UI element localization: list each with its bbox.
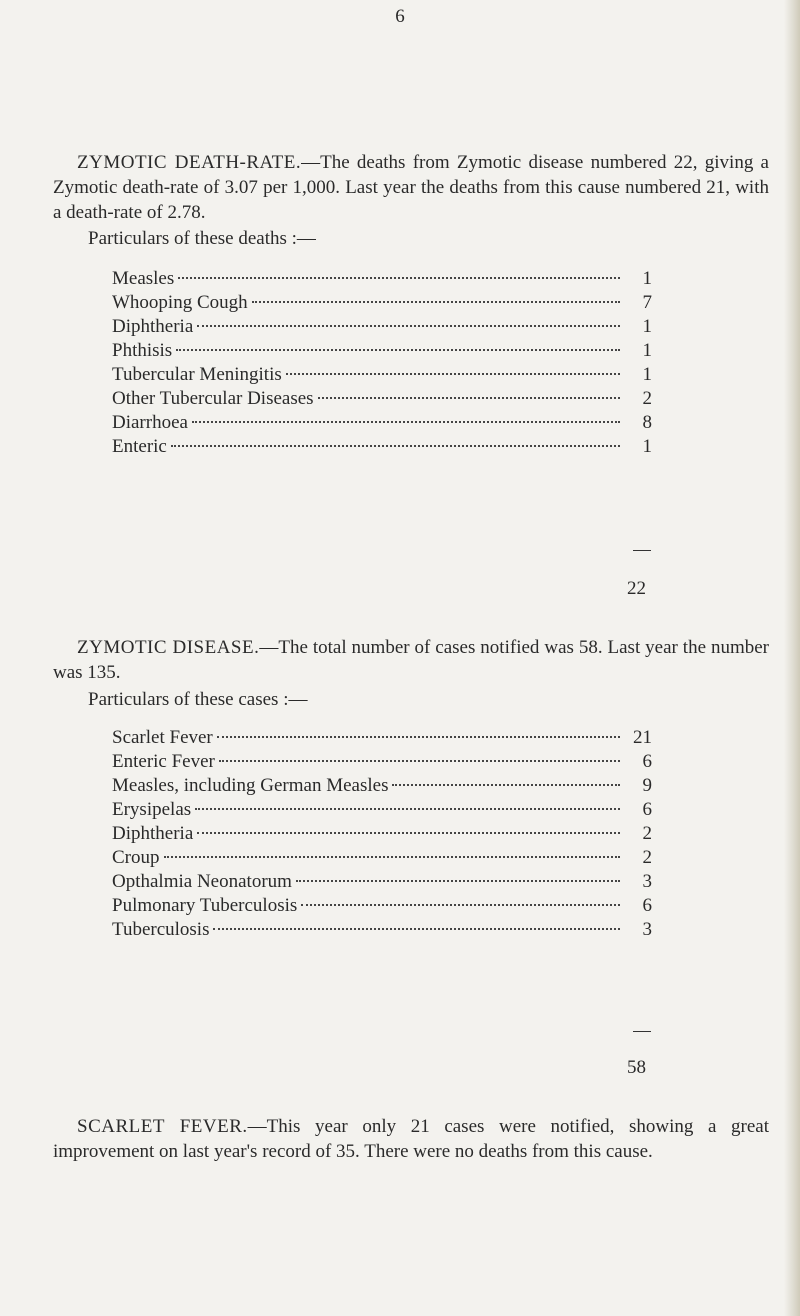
list-item — [112, 774, 652, 798]
deaths-list — [112, 267, 652, 459]
item-value: 1 — [642, 316, 652, 337]
cases-list — [112, 726, 652, 942]
item-label: Pulmonary Tuberculosis — [112, 895, 298, 916]
item-value: 1 — [642, 436, 652, 457]
item-label: Erysipelas — [112, 799, 192, 820]
zymotic-disease-heading: ZYMOTIC DISEASE. — [77, 637, 260, 658]
scarlet-fever-paragraph — [53, 1114, 769, 1164]
item-value: 21 — [633, 727, 652, 748]
leader-dots — [195, 808, 620, 810]
leader-dots — [286, 373, 620, 375]
cases-total: 58 — [627, 1057, 646, 1078]
deaths-total: 22 — [627, 578, 646, 599]
item-label: Measles — [112, 268, 175, 289]
item-value: 2 — [642, 388, 652, 409]
item-value: 1 — [642, 340, 652, 361]
item-label: Phthisis — [112, 340, 173, 361]
list-item — [112, 315, 652, 339]
list-item — [112, 918, 652, 942]
list-item — [112, 822, 652, 846]
item-value: 6 — [642, 895, 652, 916]
scarlet-fever-heading: SCARLET FEVER. — [77, 1116, 248, 1137]
item-value: 3 — [642, 871, 652, 892]
item-value: 6 — [642, 799, 652, 820]
total-rule — [633, 1031, 651, 1032]
leader-dots — [217, 736, 620, 738]
list-item — [112, 411, 652, 435]
list-item — [112, 798, 652, 822]
leader-dots — [164, 856, 621, 858]
page-edge-shadow — [784, 0, 800, 1316]
zymotic-death-rate-paragraph — [53, 150, 769, 225]
leader-dots — [252, 301, 620, 303]
item-value: 6 — [642, 751, 652, 772]
leader-dots — [392, 784, 620, 786]
item-label: Whooping Cough — [112, 292, 248, 313]
item-label: Croup — [112, 847, 160, 868]
item-label: Scarlet Fever — [112, 727, 213, 748]
leader-dots — [213, 928, 620, 930]
item-label: Tubercular Meningitis — [112, 364, 282, 385]
item-value: 9 — [642, 775, 652, 796]
list-item — [112, 387, 652, 411]
item-value: 8 — [642, 412, 652, 433]
leader-dots — [296, 880, 620, 882]
leader-dots — [176, 349, 620, 351]
leader-dots — [197, 325, 620, 327]
list-item — [112, 750, 652, 774]
list-item — [112, 291, 652, 315]
item-value: 1 — [642, 364, 652, 385]
leader-dots — [219, 760, 620, 762]
list-item — [112, 363, 652, 387]
leader-dots — [178, 277, 620, 279]
leader-dots — [318, 397, 620, 399]
scarlet-fever-text: —This year only 21 cases were notified, showing a great improvement on last year's record of 35. There were no deaths from this cause. — [53, 1116, 769, 1162]
item-value: 2 — [642, 847, 652, 868]
leader-dots — [171, 445, 620, 447]
cases-particulars-label: Particulars of these cases :— — [88, 689, 308, 710]
item-label: Diphtheria — [112, 316, 194, 337]
list-item — [112, 435, 652, 459]
zymotic-disease-text: —The total number of cases notified was 58. Last year the number was 135. — [53, 637, 769, 683]
list-item — [112, 267, 652, 291]
list-item — [112, 846, 652, 870]
item-value: 7 — [642, 292, 652, 313]
page-number: 6 — [395, 6, 405, 27]
total-rule — [633, 550, 651, 551]
list-item — [112, 870, 652, 894]
leader-dots — [192, 421, 620, 423]
item-label: Diarrhoea — [112, 412, 188, 433]
item-label: Tuberculosis — [112, 919, 210, 940]
item-value: 2 — [642, 823, 652, 844]
list-item — [112, 894, 652, 918]
item-label: Diphtheria — [112, 823, 194, 844]
item-value: 3 — [642, 919, 652, 940]
item-value: 1 — [642, 268, 652, 289]
zymotic-disease-paragraph — [53, 635, 769, 685]
leader-dots — [301, 904, 620, 906]
leader-dots — [197, 832, 620, 834]
zymotic-death-rate-heading: ZYMOTIC DEATH-RATE. — [77, 152, 302, 173]
list-item — [112, 726, 652, 750]
zymotic-death-rate-text: —The deaths from Zymotic disease numbered 22, giving a Zymotic death-rate of 3.07 per 1,000. Last year the deaths from this cause numbered 21, with a death-rate of 2.78. — [53, 152, 769, 223]
item-label: Measles, including German Measles — [112, 775, 389, 796]
item-label: Enteric — [112, 436, 167, 457]
deaths-particulars-label: Particulars of these deaths :— — [88, 228, 316, 249]
item-label: Other Tubercular Diseases — [112, 388, 314, 409]
item-label: Opthalmia Neonatorum — [112, 871, 292, 892]
list-item — [112, 339, 652, 363]
item-label: Enteric Fever — [112, 751, 215, 772]
